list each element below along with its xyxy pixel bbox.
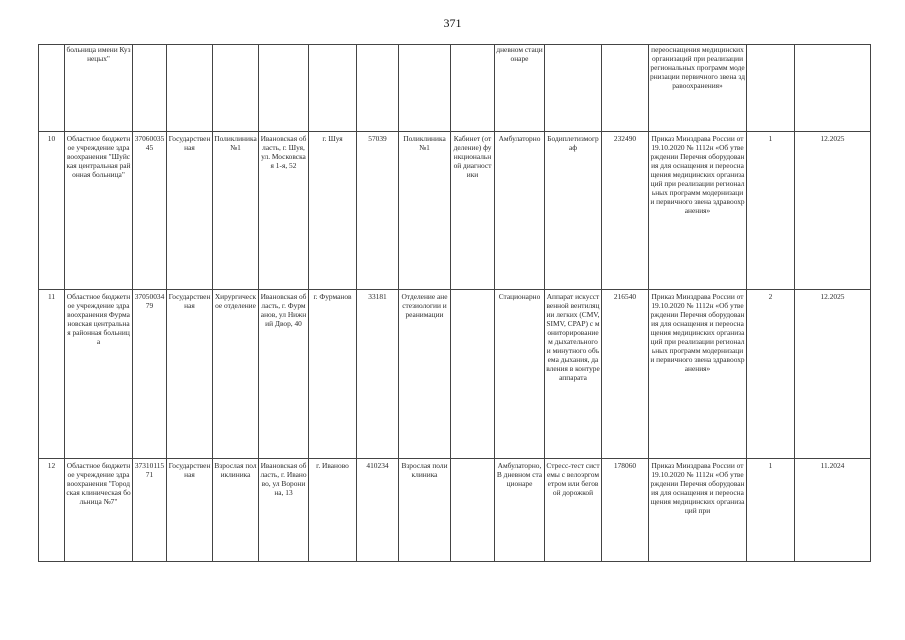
cell-room xyxy=(451,459,495,562)
cell-org: больница имени Кузнецых" xyxy=(65,45,133,132)
equipment-table xyxy=(38,44,871,562)
cell-num xyxy=(39,45,65,132)
cell-org: Областное бюджетное учреждение здравоохранения Фурмановская центральная районная больница xyxy=(65,290,133,459)
cell-num: 10 xyxy=(39,132,65,290)
table-row xyxy=(39,290,871,459)
cell-qty: 1 xyxy=(747,132,795,290)
cell-locality: г. Фурманов xyxy=(309,290,357,459)
cell-price: 232490 xyxy=(602,132,649,290)
cell-org: Областное бюджетное учреждение здравоохранения "Шуйская центральная районная больница" xyxy=(65,132,133,290)
cell-care-type: Амбулаторно xyxy=(495,132,545,290)
table-row-continuation xyxy=(39,45,871,132)
cell-oktmo: 57039 xyxy=(357,132,399,290)
cell-num: 12 xyxy=(39,459,65,562)
cell-unit: Отделение анестезиологии и реанимации xyxy=(399,290,451,459)
cell-room xyxy=(451,45,495,132)
cell-unit: Взрослая поликлиника xyxy=(399,459,451,562)
cell-oktmo xyxy=(357,45,399,132)
cell-ownership: Государственная xyxy=(167,290,213,459)
cell-ownership: Государственная xyxy=(167,132,213,290)
cell-address: Ивановская область, г. Шуя, ул. Московская 1-я, 52 xyxy=(259,132,309,290)
cell-address: Ивановская область, г. Фурманов, ул Нижний Двор, 40 xyxy=(259,290,309,459)
cell-division xyxy=(213,45,259,132)
cell-basis: Приказ Минздрава России от 19.10.2020 № 1112н «Об утверждении Перечня оборудования для оснащения и переоснащения медицинских организаций при xyxy=(649,459,747,562)
cell-org: Областное бюджетное учреждение здравоохранения "Городская клиническая больница №7" xyxy=(65,459,133,562)
cell-unit: Поликлиника №1 xyxy=(399,132,451,290)
cell-equipment: Стресс-тест системы с велоэргометром или беговой дорожкой xyxy=(545,459,602,562)
cell-care-type: Амбулаторно, В дневном стационаре xyxy=(495,459,545,562)
cell-date: 12.2025 xyxy=(795,290,871,459)
cell-ownership xyxy=(167,45,213,132)
cell-unit xyxy=(399,45,451,132)
cell-basis: Приказ Минздрава России от 19.10.2020 № 1112н «Об утверждении Перечня оборудования для оснащения и переоснащения медицинских организаций при реализации региональных программ модернизации первичного звена здравоохранения» xyxy=(649,290,747,459)
cell-equipment xyxy=(545,45,602,132)
cell-care-type: Стационарно xyxy=(495,290,545,459)
cell-locality: г. Шуя xyxy=(309,132,357,290)
cell-division: Поликлиника №1 xyxy=(213,132,259,290)
cell-locality: г. Иваново xyxy=(309,459,357,562)
cell-basis: переоснащения медицинских организаций при реализации региональных программ модернизации первичного звена здравоохранения» xyxy=(649,45,747,132)
cell-address xyxy=(259,45,309,132)
cell-room xyxy=(451,290,495,459)
cell-qty: 1 xyxy=(747,459,795,562)
cell-equipment: Бодиплетизмограф xyxy=(545,132,602,290)
cell-date xyxy=(795,45,871,132)
cell-price: 216540 xyxy=(602,290,649,459)
table-row xyxy=(39,459,871,562)
cell-code: 3705003479 xyxy=(133,290,167,459)
cell-qty xyxy=(747,45,795,132)
page-number: 371 xyxy=(443,16,462,30)
cell-code: 3706003545 xyxy=(133,132,167,290)
cell-price xyxy=(602,45,649,132)
cell-ownership: Государственная xyxy=(167,459,213,562)
cell-division: Взрослая поликлиника xyxy=(213,459,259,562)
cell-division: Хирургическое отделение xyxy=(213,290,259,459)
cell-oktmo: 410234 xyxy=(357,459,399,562)
cell-room: Кабинет (отделение) функциональной диагностики xyxy=(451,132,495,290)
cell-care-type: дневном стационаре xyxy=(495,45,545,132)
cell-date: 11.2024 xyxy=(795,459,871,562)
cell-qty: 2 xyxy=(747,290,795,459)
cell-num: 11 xyxy=(39,290,65,459)
cell-date: 12.2025 xyxy=(795,132,871,290)
table-row xyxy=(39,132,871,290)
cell-price: 178060 xyxy=(602,459,649,562)
cell-code: 3731011571 xyxy=(133,459,167,562)
cell-locality xyxy=(309,45,357,132)
cell-oktmo: 33181 xyxy=(357,290,399,459)
cell-equipment: Аппарат искусственной вентиляции легких (CMV, SIMV, CPAP) с мониторированием дыхательного и минутного объема дыхания, давления в контуре аппарата xyxy=(545,290,602,459)
cell-basis: Приказ Минздрава России от 19.10.2020 № 1112н «Об утверждении Перечня оборудования для оснащения и переоснащения медицинских организаций при реализации региональных программ модернизации первичного звена здравоохранения» xyxy=(649,132,747,290)
cell-address: Ивановская область, г. Иваново, ул Воронина, 13 xyxy=(259,459,309,562)
cell-code xyxy=(133,45,167,132)
